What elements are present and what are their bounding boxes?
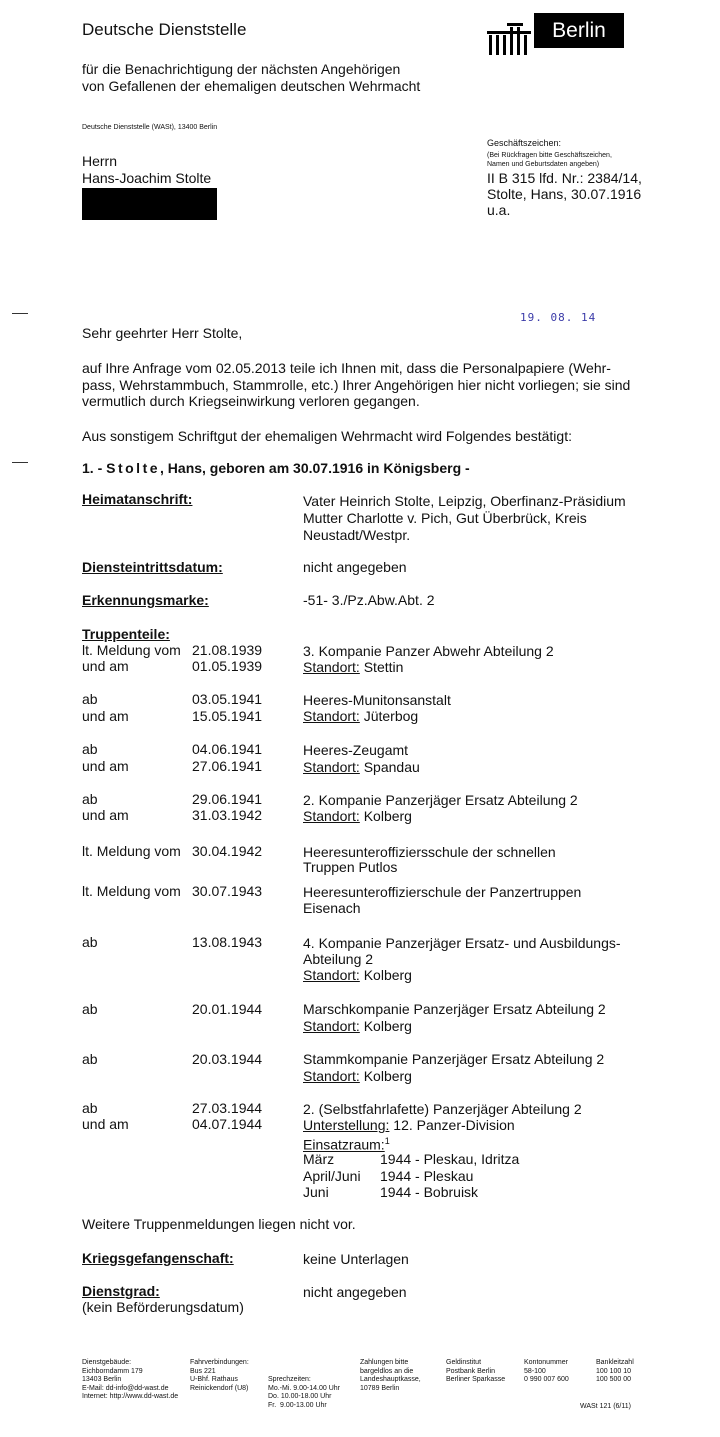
unit-label: lt. Meldung vom <box>82 843 181 859</box>
weitere-note: Weitere Truppenmeldungen liegen nicht vor. <box>82 1216 356 1232</box>
person-details: , Hans, geboren am 30.07.1916 in Königsberg - <box>160 460 470 476</box>
heimat-label: Heimatanschrift: <box>82 491 193 507</box>
unit-date: 27.06.1941 <box>192 758 263 774</box>
reference-note-1: (Bei Rückfragen bitte Geschäftszeichen, <box>487 152 612 159</box>
unit-name: Stammkompanie Panzerjäger Ersatz Abteilung 2 <box>303 1051 605 1067</box>
dienst-label: Diensteintrittsdatum: <box>82 559 223 575</box>
unit-date: 03.05.1941 <box>192 691 263 707</box>
unit-name: 2. Kompanie Panzerjäger Ersatz Abteilung 2 <box>303 792 578 808</box>
kriegsgefangenschaft-label: Kriegsgefangenschaft: <box>82 1250 234 1266</box>
return-address: Deutsche Dienststelle (WASt), 13400 Berlin <box>82 124 218 131</box>
unit-label: ab <box>82 1051 98 1067</box>
footer-bank-code: Bankleitzahl 100 100 10 100 500 00 <box>596 1359 634 1383</box>
footer-transport: Fahrverbindungen: Bus 221 U-Bhf. Rathaus Reinickendorf (U8) <box>190 1359 249 1392</box>
greeting: Sehr geehrter Herr Stolte, <box>82 325 243 341</box>
date-stamp: 19. 08. 14 <box>520 311 597 324</box>
reference-note-2: Namen und Geburtsdaten angeben) <box>487 161 600 168</box>
unit-label: lt. Meldung vom <box>82 883 181 899</box>
kriegsgefangenschaft-value: keine Unterlagen <box>303 1251 409 1267</box>
unit-date: 13.08.1943 <box>192 934 263 950</box>
unit-name-cont: Eisenach <box>303 900 361 916</box>
reference-line-1: II B 315 lfd. Nr.: 2384/14, <box>487 170 642 186</box>
form-code: WASt 121 (6/11) <box>580 1403 631 1410</box>
unit-standort: Standort: Stettin <box>303 659 404 675</box>
unit-label: und am <box>82 708 129 724</box>
unit-date: 29.06.1941 <box>192 791 263 807</box>
einsatz-detail: 1944 - Bobruisk <box>380 1184 479 1200</box>
unit-standort: Standort: Spandau <box>303 759 420 775</box>
unit-standort: Standort: Jüterbog <box>303 708 419 724</box>
heimat-line-3: Neustadt/Westpr. <box>303 527 411 543</box>
unit-date: 01.05.1939 <box>192 658 263 674</box>
einsatz-month: April/Juni <box>303 1168 361 1184</box>
unit-date: 30.07.1943 <box>192 883 263 899</box>
unit-label: ab <box>82 691 98 707</box>
logo-wordmark: Berlin <box>534 13 624 48</box>
unit-name: Heeresunteroffiziersschule der schnellen <box>303 844 556 860</box>
unit-standort: Standort: Kolberg <box>303 967 412 983</box>
unit-date: 15.05.1941 <box>192 708 263 724</box>
erkennungsmarke-value: -51- 3./Pz.Abw.Abt. 2 <box>303 592 435 608</box>
org-subtitle-2: von Gefallenen der ehemaligen deutschen Wehrmacht <box>82 78 421 94</box>
unit-label: ab <box>82 791 98 807</box>
paragraph-1-line-2: pass, Wehrstammbuch, Stammrolle, etc.) Ihrer Angehörigen hier nicht vorliegen; sie sind <box>82 377 631 393</box>
dienstgrad-value: nicht angegeben <box>303 1284 407 1300</box>
paragraph-1-line-3: vermutlich durch Kriegseinwirkung verloren gegangen. <box>82 393 420 409</box>
reference-line-2: Stolte, Hans, 30.07.1916 <box>487 186 642 202</box>
unit-date: 20.01.1944 <box>192 1001 263 1017</box>
unit-date: 30.04.1942 <box>192 843 263 859</box>
unit-name: Heeres-Zeugamt <box>303 742 409 758</box>
unit-date: 04.06.1941 <box>192 741 263 757</box>
unit-standort: Standort: Kolberg <box>303 808 412 824</box>
unit-standort: Standort: Kolberg <box>303 1068 412 1084</box>
unit-date: 21.08.1939 <box>192 642 263 658</box>
unit-label: ab <box>82 741 98 757</box>
unit-date: 20.03.1944 <box>192 1051 263 1067</box>
unit-label: und am <box>82 758 129 774</box>
dienst-value: nicht angegeben <box>303 559 407 575</box>
unit-date: 27.03.1944 <box>192 1100 263 1116</box>
person-prefix: 1. - <box>82 460 107 476</box>
unit-name: Marschkompanie Panzerjäger Ersatz Abteilung 2 <box>303 1001 606 1017</box>
recipient-name: Hans-Joachim Stolte <box>82 170 212 186</box>
unit-name-cont: Abteilung 2 <box>303 951 374 967</box>
unit-label: und am <box>82 1116 129 1132</box>
fold-mark-1 <box>12 313 28 314</box>
fold-mark-2 <box>12 462 28 463</box>
org-subtitle-1: für die Benachrichtigung der nächsten Angehörigen <box>82 61 401 77</box>
einsatz-detail: 1944 - Pleskau, Idritza <box>380 1151 520 1167</box>
einsatz-month: März <box>303 1151 335 1167</box>
unit-name-cont: Truppen Putlos <box>303 859 398 875</box>
truppenteile-label: Truppenteile: <box>82 626 170 642</box>
berlin-logo <box>487 13 624 57</box>
unit-label: ab <box>82 934 98 950</box>
unit-label: und am <box>82 807 129 823</box>
unit-label: lt. Meldung vom <box>82 642 181 658</box>
person-surname: Stolte <box>106 460 161 476</box>
footer-account: Kontonummer 58-100 0 990 007 600 <box>524 1359 569 1383</box>
unit-name: 2. (Selbstfahrlafette) Panzerjäger Abteilung 2 <box>303 1101 582 1117</box>
unit-date: 31.03.1942 <box>192 807 263 823</box>
einsatz-detail: 1944 - Pleskau <box>380 1168 474 1184</box>
heimat-line-1: Vater Heinrich Stolte, Leipzig, Oberfinanz-Präsidium <box>303 493 626 509</box>
recipient-salutation: Herrn <box>82 153 118 169</box>
unit-standort: Standort: Kolberg <box>303 1018 412 1034</box>
einsatz-month: Juni <box>303 1184 329 1200</box>
erkennungsmarke-label: Erkennungsmarke: <box>82 592 209 608</box>
reference-line-3: u.a. <box>487 202 511 218</box>
person-heading <box>82 460 470 477</box>
footer-payments: Zahlungen bitte bargeldlos an die Landeshauptkasse, 10789 Berlin <box>360 1359 421 1392</box>
paragraph-2: Aus sonstigem Schriftgut der ehemaligen Wehrmacht wird Folgendes bestätigt: <box>82 428 572 444</box>
unit-label: und am <box>82 658 129 674</box>
dienstgrad-note: (kein Beförderungsdatum) <box>82 1299 244 1315</box>
org-name: Deutsche Dienststelle <box>82 20 247 39</box>
paragraph-1-line-1: auf Ihre Anfrage vom 02.05.2013 teile ich Ihnen mit, dass die Personalpapiere (Wehr- <box>82 360 611 376</box>
footer-hours: Sprechzeiten: Mo.-Mi. 9.00-14.00 Uhr Do. 10.00-18.00 Uhr Fr. 9.00-13.00 Uhr <box>268 1376 340 1409</box>
dienstgrad-label: Dienstgrad: <box>82 1283 160 1299</box>
unit-name: 3. Kompanie Panzer Abwehr Abteilung 2 <box>303 643 554 659</box>
bear-pillars-icon <box>487 13 537 57</box>
unit-unterstellung: Unterstellung: 12. Panzer-Division <box>303 1117 515 1133</box>
unit-name: Heeres-Munitonsanstalt <box>303 692 451 708</box>
reference-label: Geschäftszeichen: <box>487 138 562 148</box>
unit-name: Heeresunteroffizierschule der Panzertruppen <box>303 884 582 900</box>
footer-bank: Geldinstitut Postbank Berlin Berliner Sparkasse <box>446 1359 506 1383</box>
heimat-line-2: Mutter Charlotte v. Pich, Gut Überbrück, Kreis <box>303 510 587 526</box>
einsatzraum-label: Einsatzraum:$^1$ <box>303 1136 390 1153</box>
footer-address: Dienstgebäude: Eichborndamm 179 13403 Berlin E-Mail: dd-info@dd-wast.de Internet: http://www.dd-wast.de <box>82 1359 179 1400</box>
unit-label: ab <box>82 1100 98 1116</box>
unit-label: ab <box>82 1001 98 1017</box>
unit-name: 4. Kompanie Panzerjäger Ersatz- und Ausbildungs- <box>303 935 621 951</box>
redacted-address <box>82 188 217 220</box>
unit-date: 04.07.1944 <box>192 1116 263 1132</box>
